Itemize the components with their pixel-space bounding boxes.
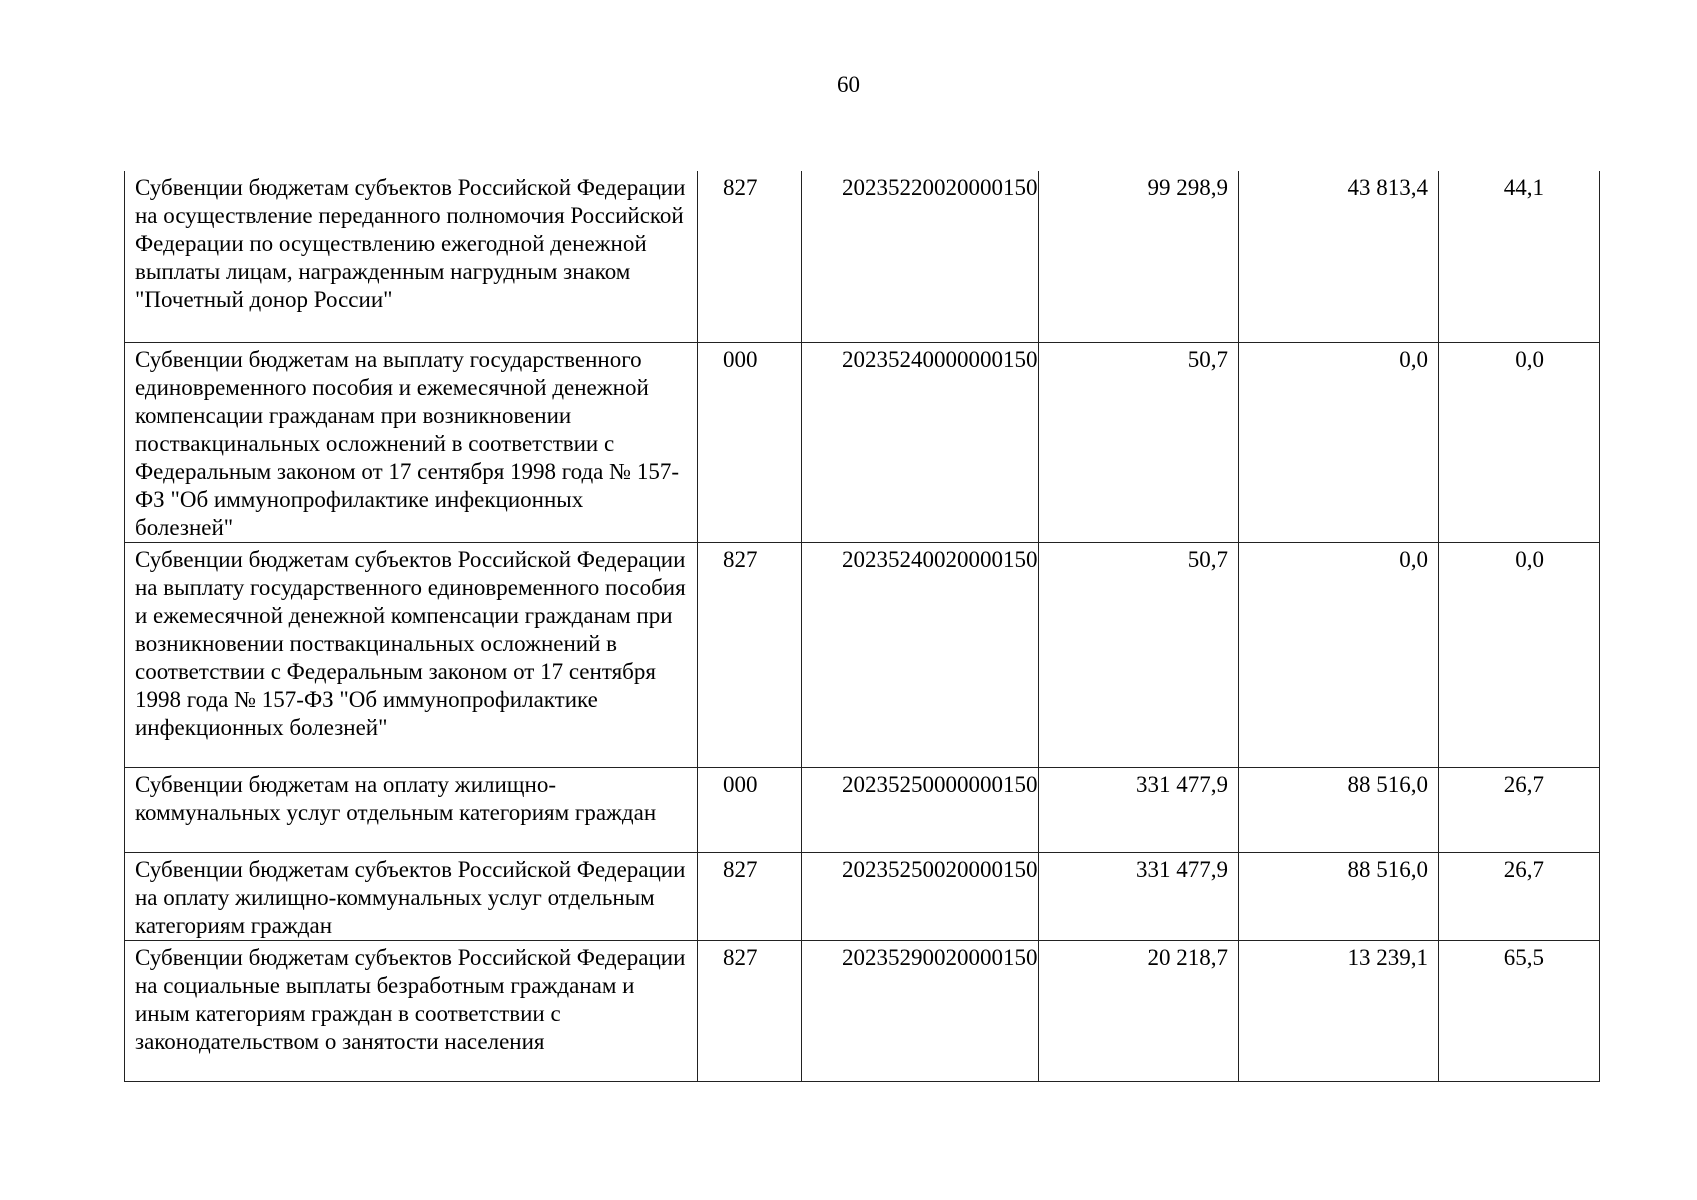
row-name: Субвенции бюджетам субъектов Российской Федерации на социальные выплаты безработным гражданам и иным категориям граждан в соответствии с законодательством о занятости населения bbox=[125, 940, 698, 1081]
row-fact-value: 43 813,4 bbox=[1239, 171, 1439, 342]
row-percent-value: 65,5 bbox=[1439, 940, 1600, 1081]
row-name: Субвенции бюджетам на выплату государственного единовременного пособия и ежемесячной денежной компенсации гражданам при возникновении поствакцинальных осложнений в соответствии с Федеральным законом от 17 сентября 1998 года № 157-ФЗ "Об иммунопрофилактике инфекционных болезней" bbox=[125, 342, 698, 542]
row-admin-code: 827 bbox=[698, 171, 802, 342]
row-admin-code: 000 bbox=[698, 767, 802, 852]
table-row bbox=[125, 940, 1600, 1081]
page-number: 60 bbox=[837, 72, 860, 97]
table-row bbox=[125, 852, 1600, 940]
row-admin-code: 827 bbox=[698, 940, 802, 1081]
table-row bbox=[125, 767, 1600, 852]
row-admin-code: 827 bbox=[698, 542, 802, 767]
row-name: Субвенции бюджетам субъектов Российской Федерации на выплату государственного единовременного пособия и ежемесячной денежной компенсации гражданам при возникновении поствакцинальных осложнений в соответствии с Федеральным законом от 17 сентября 1998 года № 157-ФЗ "Об иммунопрофилактике инфекционных болезней" bbox=[125, 542, 698, 767]
row-percent-value: 44,1 bbox=[1439, 171, 1600, 342]
row-percent-value: 0,0 bbox=[1439, 542, 1600, 767]
row-plan-value: 331 477,9 bbox=[1039, 852, 1239, 940]
row-fact-value: 0,0 bbox=[1239, 342, 1439, 542]
row-budget-code: 20235240000000150 bbox=[802, 342, 1039, 542]
row-name: Субвенции бюджетам субъектов Российской Федерации на оплату жилищно-коммунальных услуг отдельным категориям граждан bbox=[125, 852, 698, 940]
row-admin-code: 000 bbox=[698, 342, 802, 542]
row-budget-code: 20235220020000150 bbox=[802, 171, 1039, 342]
row-fact-value: 88 516,0 bbox=[1239, 852, 1439, 940]
row-budget-code: 20235250000000150 bbox=[802, 767, 1039, 852]
row-name: Субвенции бюджетам на оплату жилищно-коммунальных услуг отдельным категориям граждан bbox=[125, 767, 698, 852]
table-row bbox=[125, 171, 1600, 342]
row-budget-code: 20235290020000150 bbox=[802, 940, 1039, 1081]
row-plan-value: 50,7 bbox=[1039, 342, 1239, 542]
row-budget-code: 20235250020000150 bbox=[802, 852, 1039, 940]
row-plan-value: 99 298,9 bbox=[1039, 171, 1239, 342]
row-fact-value: 88 516,0 bbox=[1239, 767, 1439, 852]
table-row bbox=[125, 342, 1600, 542]
row-admin-code: 827 bbox=[698, 852, 802, 940]
budget-table bbox=[124, 171, 1600, 1082]
row-name: Субвенции бюджетам субъектов Российской Федерации на осуществление переданного полномочия Российской Федерации по осуществлению ежегодной денежной выплаты лицам, награжденным нагрудным знаком "Почетный донор России" bbox=[125, 171, 698, 342]
row-budget-code: 20235240020000150 bbox=[802, 542, 1039, 767]
row-fact-value: 13 239,1 bbox=[1239, 940, 1439, 1081]
row-fact-value: 0,0 bbox=[1239, 542, 1439, 767]
row-plan-value: 331 477,9 bbox=[1039, 767, 1239, 852]
row-percent-value: 26,7 bbox=[1439, 852, 1600, 940]
table-row bbox=[125, 542, 1600, 767]
row-percent-value: 26,7 bbox=[1439, 767, 1600, 852]
row-plan-value: 20 218,7 bbox=[1039, 940, 1239, 1081]
row-percent-value: 0,0 bbox=[1439, 342, 1600, 542]
row-plan-value: 50,7 bbox=[1039, 542, 1239, 767]
